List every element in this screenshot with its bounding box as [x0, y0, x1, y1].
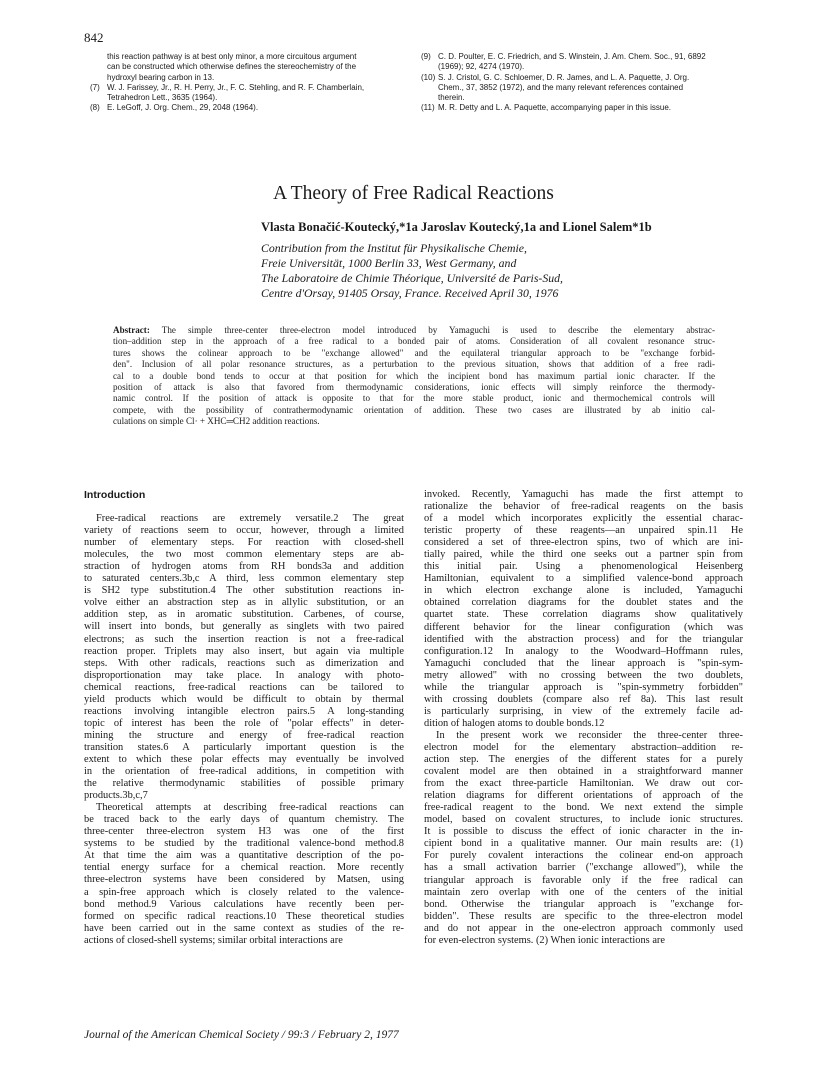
reference-number [90, 52, 107, 62]
abstract-line [113, 405, 715, 416]
text-line: actions of closed-shell systems; similar orbital interactions are [84, 934, 343, 946]
text-line: have been carried out in the same context as studies of the re- [84, 922, 404, 934]
reference-line [421, 73, 741, 83]
text-line: maintain zero overlap with one of the centers of the initial [424, 886, 743, 898]
reference-line [90, 103, 390, 113]
text-line: number of elementary steps. For reaction with closed-shell [84, 537, 404, 549]
reference-text: (1969); 92, 4274 (1970). [438, 62, 525, 72]
text-line: obtained correlation diagrams for the doublet states and the [424, 597, 743, 609]
abstract-text: tion–addition step in the approach of a free radical to a bonded pair of atoms. Consideration of all covalent resonance struc- [113, 336, 715, 347]
text-line: a spin-free approach which is closely related to the valence- [84, 886, 404, 898]
text-line: dition of halogen atoms to double bonds.12 [424, 717, 605, 729]
text-line: in which electron exchange alone is included, Yamaguchi [424, 585, 743, 597]
text-line: for even-electron systems. (2) When ionic interactions are [424, 934, 666, 946]
text-line: considered a set of three-electron spins, two of which are ini- [424, 537, 743, 549]
text-line: extent to which these polar effects may eventually be involved [84, 753, 404, 765]
text-line: the relative thermodynamic stabilities of possible primary [84, 778, 404, 790]
reference-number [421, 62, 438, 72]
text-line: mining the structure and energy of free-radical reaction [84, 729, 404, 741]
text-line: electrons; as such the insertion reaction is not a free-radical [84, 633, 404, 645]
text-line: has a small activation barrier ("exchange allowed"), while the [424, 862, 743, 874]
abstract-text: den". Inclusion of all polar resonance structures, as a perturbation to the previous situation, shows that addition of a free radi- [113, 359, 715, 370]
reference-line [421, 93, 741, 103]
text-line: three-electron systems have been considered by Matsen, using [84, 874, 404, 886]
text-line: will insert into bonds, but generally as singlets with two paired [84, 621, 404, 633]
abstract-text: namic control. If the position of attack is opposite to that for the more stable product, ionic and thermochemical controls will [113, 393, 715, 404]
text-line: bond method.9 Various calculations have recently been per- [84, 898, 404, 910]
abstract-line [113, 416, 715, 427]
text-line: rationalize the behavior of free-radical reagents on the basis [424, 501, 743, 513]
text-line: tially paired, while the third one seeks out a partner spin from [424, 549, 743, 561]
reference-line [421, 83, 741, 93]
text-line: quartet state. These correlation diagrams show qualitatively [424, 609, 743, 621]
text-line: Free-radical reactions are extremely versatile.2 The great [96, 513, 404, 525]
reference-text: W. J. Farissey, Jr., R. H. Perry, Jr., F. C. Stehling, and R. F. Chamberlain, [107, 82, 365, 92]
text-line: and do not appear in the one-electron approach commonly used [424, 922, 743, 934]
reference-number: (8) [90, 103, 100, 113]
text-line: with crossing doublets (compare also ref 8a). This last result [424, 693, 743, 705]
abstract-text: cal to a double bond tends to occur at that position for which the incipient bond has maximum partial ionic character. If the [113, 370, 715, 381]
reference-number: (9) [421, 52, 431, 61]
text-line: while the triangular approach is "spin-symmetry forbidden" [424, 681, 743, 693]
reference-text: C. D. Poulter, E. C. Friedrich, and S. Winstein, J. Am. Chem. Soc., 91, 6892 [438, 52, 706, 61]
affiliation-line: Freie Universität, 1000 Berlin 33, West Germany, and [261, 256, 517, 270]
text-line: configuration.12 In analogy to the Woodward–Hoffmann rules, [424, 645, 743, 657]
abstract-line [113, 336, 715, 347]
abstract-line [113, 393, 715, 404]
text-line: from the exact three-particle Hamiltonian. We draw out cor- [424, 778, 743, 790]
text-line: reactions involving intangible electron pairs.5 A long-standing [84, 705, 404, 717]
section-heading-introduction: Introduction [84, 489, 146, 501]
text-line: For purely covalent interactions the colinear end-on approach [424, 850, 743, 862]
reference-number [421, 83, 438, 93]
reference-number [421, 93, 438, 103]
text-line: variety of reactions seem to occur, however, through a limited [84, 525, 404, 537]
abstract-line [113, 371, 715, 382]
text-line: model, based on covalent structures, to include ionic structures. [424, 814, 743, 826]
paragraph [84, 802, 404, 947]
text-line: Theoretical attempts at describing free-radical reactions can [96, 802, 404, 814]
abstract-text: The simple three-center three-electron model introduced by Yamaguchi is used to describe the elementary abstrac- [161, 325, 715, 335]
references-right [421, 52, 741, 114]
text-line: transition states.6 A particularly important question is the [84, 741, 404, 753]
text-line: metry allowed" with no crossing between the two doublets, [424, 669, 743, 681]
paragraph [424, 489, 743, 730]
reference-number: (11) [421, 103, 435, 113]
text-line: volve either an abstraction step as in allylic substitution, or an [84, 597, 404, 609]
reference-number: (10) [421, 72, 436, 82]
abstract-label: Abstract: [113, 325, 150, 335]
reference-line [421, 62, 741, 72]
body-column-right [424, 489, 743, 947]
reference-number: (7) [90, 82, 100, 92]
journal-footer: Journal of the American Chemical Society / 99:3 / February 2, 1977 [84, 1029, 399, 1041]
right-column-text [424, 489, 743, 947]
text-line: steps. With other radicals, reactions such as dimerization and [84, 657, 404, 669]
text-line: topic of interest has been the role of "polar effects" in deter- [84, 717, 404, 729]
text-line: Yamaguchi concluded that the linear approach is "spin-sym- [424, 657, 743, 669]
text-line: products.3b,c,7 [84, 790, 148, 802]
reference-line [90, 73, 390, 83]
text-line: Hamiltonian, equivalent to a simplified valence-bond approach [424, 573, 743, 585]
text-line: is particularly surprising, in view of the extremely facile ad- [424, 705, 743, 717]
affiliation [261, 241, 563, 301]
text-line: molecules, the two most common elementary steps are ab- [84, 549, 404, 561]
text-line: relation diagrams for different orientations of approach of the [424, 790, 743, 802]
references-left [90, 52, 390, 114]
reference-text: hydroxyl bearing carbon in 13. [107, 72, 215, 82]
text-line: chemical reactions, free-radical reactions can be tailored to [84, 681, 404, 693]
abstract-line [113, 382, 715, 393]
text-line: be traced back to the early days of quantum chemistry. The [84, 814, 404, 826]
text-line: action step. The energies of the different states for a purely [424, 754, 743, 766]
reference-text: therein. [438, 93, 465, 103]
text-line: free-radical reagent to the bond. We next extend the simple [424, 802, 743, 814]
reference-text: can be constructed which otherwise defines the stereochemistry of the [107, 62, 357, 72]
text-line: is SH2 type substitution.4 The other substitution reactions in- [84, 585, 404, 597]
affiliation-line: The Laboratoire de Chimie Théorique, Université de Paris-Sud, [261, 271, 563, 285]
left-column-text [84, 513, 404, 947]
reference-number [90, 73, 107, 83]
text-line: electron model for the elementary abstraction–addition re- [424, 741, 743, 753]
paragraph [424, 730, 743, 947]
reference-text: Chem., 37, 3852 (1972), and the many relevant references contained [438, 82, 684, 92]
text-line: cipient bond in a qualitative manner. Our main results are: (1) [424, 838, 743, 850]
text-line: identified with the abstraction process) and for the triangular [424, 633, 743, 645]
reference-text: S. J. Cristol, G. C. Schloemer, D. R. James, and L. A. Paquette, J. Org. [438, 72, 690, 82]
text-line: teristic property of these reagents—an unpaired spin.11 He [424, 525, 743, 537]
abstract-text: culations on simple Cl· + XHC═CH2 addition reactions. [113, 416, 320, 427]
text-line: systems to be studied by the traditional valence-bond method.8 [84, 838, 404, 850]
text-line: three-center three-electron system H3 was one of the first [84, 826, 404, 838]
text-line: In the present work we reconsider the three-center three- [436, 729, 743, 741]
text-line: different behavior for the linear configuration (which was [424, 621, 743, 633]
affiliation-line: Centre d'Orsay, 91405 Orsay, France. Received April 30, 1976 [261, 286, 559, 300]
reference-text: Tetrahedron Lett., 3635 (1964). [107, 93, 218, 103]
text-line: to saturated centers.3b,c A third, less common elementary step [84, 573, 404, 585]
reference-line [421, 52, 741, 62]
paragraph [84, 513, 404, 802]
reference-line [90, 52, 390, 62]
reference-text: M. R. Detty and L. A. Paquette, accompanying paper in this issue. [438, 103, 672, 113]
abstract-line [113, 359, 715, 370]
text-line: this initial pair. Using a phenomenological Heisenberg [424, 561, 743, 573]
author-list: Vlasta Bonačić-Koutecký,*1a Jaroslav Koutecký,1a and Lionel Salem*1b [261, 220, 652, 234]
article-title: A Theory of Free Radical Reactions [273, 183, 554, 204]
reference-line [90, 93, 390, 103]
text-line: of a model which incorporates explicitly the essential charac- [424, 513, 743, 525]
text-line: yield products which would be difficult to obtain by thermal [84, 693, 404, 705]
text-line: It is possible to discuss the effect of ionic character in the in- [424, 826, 743, 838]
abstract [113, 325, 715, 428]
text-line: At that time the aim was a quantitative description of the po- [84, 850, 404, 862]
abstract-line [113, 325, 715, 336]
reference-text: this reaction pathway is at best only minor, a more circuitous argument [107, 52, 357, 61]
abstract-text: position of attack is also that favored from thermodynamic considerations, ionic effects will simply reinforce the thermody- [113, 382, 715, 393]
text-line: bond. Otherwise the triangular approach is "exchange for- [424, 898, 743, 910]
affiliation-line: Contribution from the Institut für Physikalische Chemie, [261, 241, 527, 255]
text-line: in the orientation of free-radical additions, in competition with [84, 766, 404, 778]
text-line: triangular approach is favorable only if the free radical can [424, 874, 743, 886]
reference-text: E. LeGoff, J. Org. Chem., 29, 2048 (1964). [107, 103, 259, 113]
reference-line [90, 83, 390, 93]
reference-number [90, 62, 107, 72]
text-line: straction of hydrogen atoms from RH bonds3a and addition [84, 561, 404, 573]
text-line: covalent model are then obtained in a straightforward manner [424, 766, 743, 778]
body-column-left [84, 489, 404, 947]
abstract-text: compete, with the possibility of contrathermodynamic orientation of addition. These two cases are illustrated by ab initio cal- [113, 404, 715, 415]
page-number: 842 [84, 30, 104, 45]
text-line: addition step, as in aromatic substitution. Carbenes, of course, [84, 609, 404, 621]
text-line: invoked. Recently, Yamaguchi has made the first attempt to [424, 489, 743, 500]
text-line: reaction proper. Triplets may also insert, but again via multiple [84, 645, 404, 657]
text-line: bidden". These results are specific to the three-electron model [424, 910, 743, 922]
text-line: formed on specific radical reactions.10 These theoretical studies [84, 910, 404, 922]
abstract-text: tures shows the colinear approach to be "exchange allowed" and the equilateral triangular approach to be "exchange forbid- [113, 347, 715, 358]
text-line: disproportionation may take place. In analogy with photo- [84, 669, 404, 681]
reference-line [421, 103, 741, 113]
reference-number [90, 93, 107, 103]
reference-line [90, 62, 390, 72]
abstract-line [113, 348, 715, 359]
text-line: tential energy surface for a chemical reaction. More recently [84, 862, 404, 874]
